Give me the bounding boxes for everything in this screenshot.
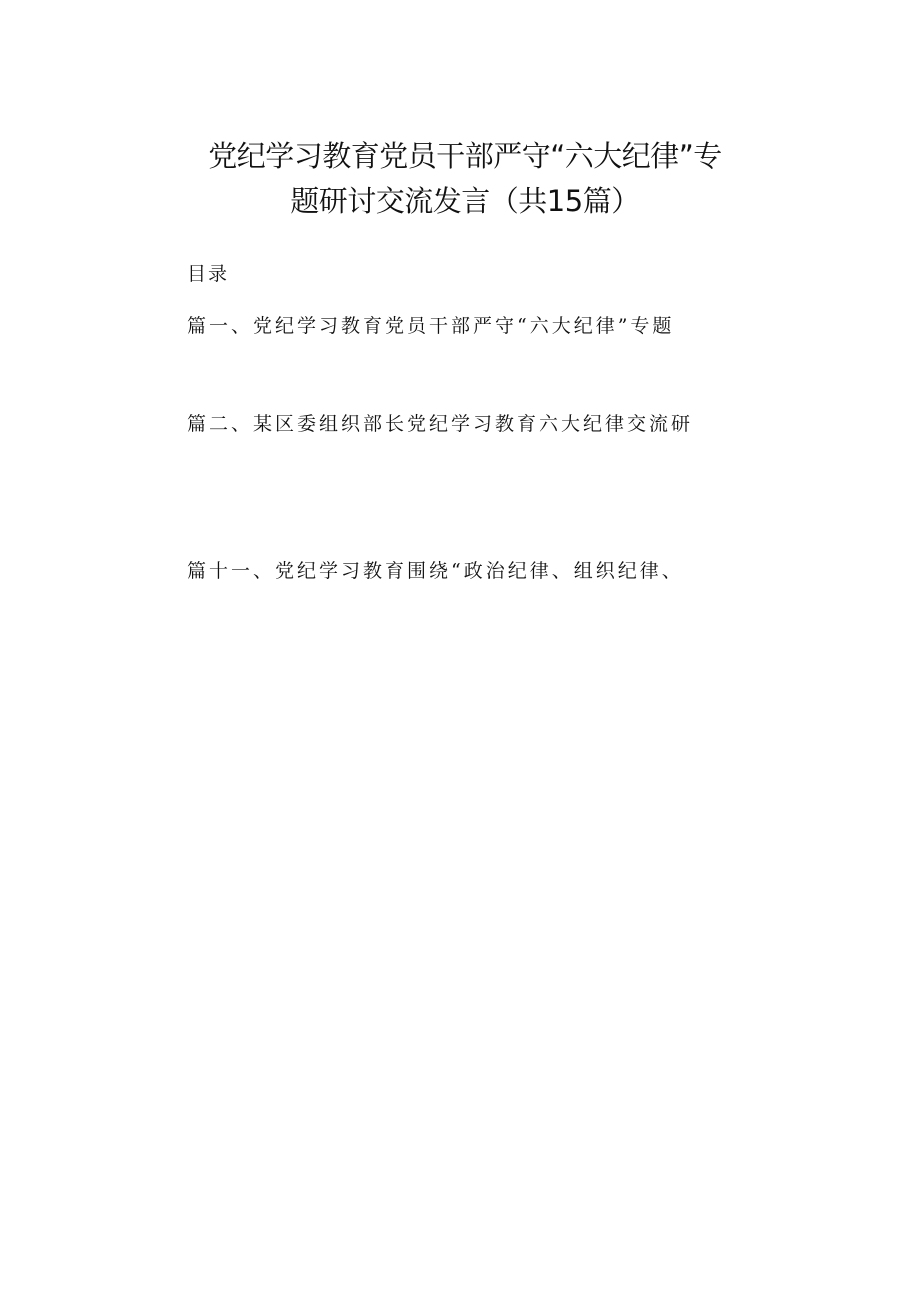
toc-heading: 目录 <box>187 263 230 285</box>
title-line-1: 党纪学习教育党员干部严守“六大纪律”专 <box>208 139 722 173</box>
toc-item[interactable]: 篇二、某区委组织部长党纪学习教育六大纪律交流研 <box>187 413 694 435</box>
toc-item[interactable]: 篇一、党纪学习教育党员干部严守“六大纪律”专题 <box>187 315 675 337</box>
toc-item[interactable]: 篇十一、党纪学习教育围绕“政治纪律、组织纪律、 <box>187 560 684 582</box>
title-line-2: 题研讨交流发言（共15篇） <box>290 184 640 218</box>
document-title <box>150 134 780 224</box>
